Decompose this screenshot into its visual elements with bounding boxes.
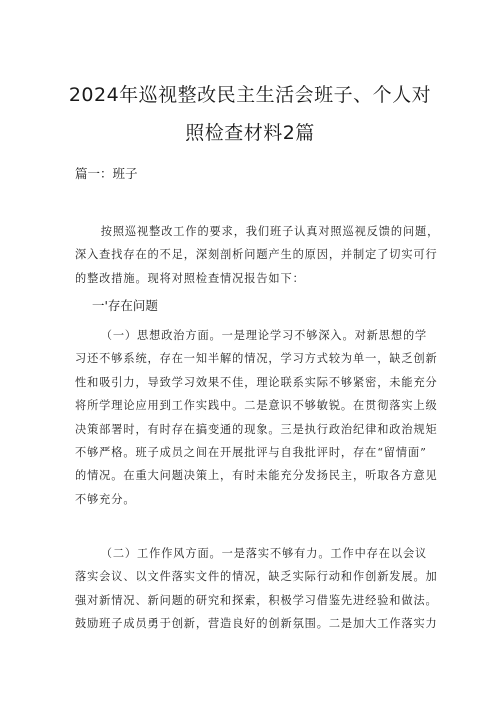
intro-line: 的整改措施。现将对照检查情况报告如下： (75, 271, 305, 285)
paragraph-line: （二）工作作风方面。一是落实不够有力。工作中存在以会议 (100, 547, 428, 560)
paragraph-work-style (75, 542, 438, 636)
paragraph-line: （一）思想政治方面。一是理论学习不够深入。对新思想的学 (100, 329, 428, 342)
document-title-line-2: 照检查材料2篇 (185, 122, 315, 144)
document-title-line-1: 2024年巡视整改民主生活会班子、个人对 (68, 84, 432, 106)
paragraph-line: 强对新情况、新问题的研究和探索，积极学习借鉴先进经验和做法。 (75, 593, 438, 607)
paragraph-line: 落实会议、以文件落实文件的情况，缺乏实际行动和作创新发展。加 (75, 570, 438, 584)
paragraph-line: 将所学理论应用到工作实践中。二是意识不够敏锐。在贯彻落实上级 (75, 399, 438, 413)
paragraph-line: 决策部署时，有时存在搞变通的现象。三是执行政治纪律和政治规矩 (75, 422, 438, 436)
section-heading: 一'存在问题 (92, 298, 158, 313)
paragraph-line: 不够严格。班子成员之间在开展批评与自我批评时，存在“留情面” (75, 446, 427, 460)
paragraph-line: 不够充分。 (75, 492, 136, 506)
intro-line: 深入查找存在的不足，深刻剖析问题产生的原因，并制定了切实可行 (75, 248, 438, 262)
paragraph-ideology (75, 324, 438, 511)
intro-paragraph (75, 220, 440, 290)
paragraph-line: 的情况。在重大问题决策上，有时未能充分发扬民主，听取各方意见 (75, 469, 438, 483)
paragraph-line: 鼓励班子成员勇于创新，营造良好的创新氛围。二是加大工作落实力 (75, 617, 438, 631)
paragraph-line: 性和吸引力，导致学习效果不佳，理论联系实际不够紧密，未能充分 (75, 375, 438, 389)
paragraph-line: 习还不够系统，存在一知半解的情况，学习方式较为单一，缺乏创新 (75, 352, 438, 366)
intro-line: 按照巡视整改工作的要求，我们班子认真对照巡视反馈的问题， (100, 225, 440, 238)
section-label: 篇一：班子 (75, 166, 138, 181)
